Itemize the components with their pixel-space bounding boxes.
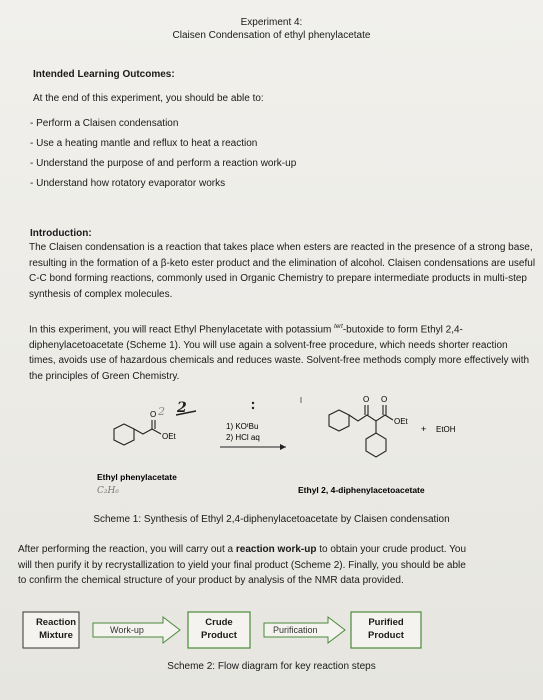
product-carbonyl-o-2: O: [381, 395, 388, 404]
introduction-paragraph-2: [29, 320, 537, 384]
reactant-oet-label: OEt: [162, 432, 176, 441]
product-carbonyl-o-1: O: [363, 395, 370, 404]
purified-label-line-2: Product: [368, 630, 404, 641]
product-oet-label: OEt: [394, 417, 408, 426]
workup-paragraph: [18, 542, 543, 589]
document-title: [0, 16, 543, 42]
workup-line-3: to confirm the chemical structure of your product by analysis of the NMR data provided.: [18, 575, 404, 586]
outcome-item: - Perform a Claisen condensation: [30, 118, 179, 129]
reaction-label-line-2: Mixture: [39, 630, 73, 641]
experiment-number: Experiment 4:: [240, 17, 303, 28]
reagent-step-1: 1) KOᵗBu: [226, 422, 259, 431]
workup-line-1: [18, 542, 543, 558]
outcome-item: - Understand how rotatory evaporator works: [30, 178, 226, 189]
crude-label-line-2: Product: [201, 630, 237, 641]
reagent-step-2: 2) HCl aq: [226, 433, 260, 442]
scheme-2-caption: Scheme 2: Flow diagram for key reaction steps: [167, 661, 376, 672]
workup-pre: After performing the reaction, you will carry out a: [18, 544, 236, 555]
workup-bold: reaction work-up: [235, 544, 317, 555]
tert-superscript: tert: [334, 324, 343, 330]
outcomes-list: [30, 117, 296, 197]
byproduct-etoh: EtOH: [436, 425, 456, 434]
reaction-label-line-1: Reaction: [35, 617, 77, 628]
outcomes-intro: At the end of this experiment, you should be able to:: [33, 93, 264, 104]
reaction-arrowhead: [280, 444, 286, 450]
outcomes-heading: Intended Learning Outcomes:: [33, 69, 175, 80]
plus-sign: +: [421, 424, 427, 434]
handwritten-coefficient: 2: [158, 405, 165, 418]
handwritten-dot: [252, 402, 254, 404]
reactant-structure: [114, 420, 161, 445]
crude-product-label: [195, 616, 243, 642]
arrow-workup-label: Work-up: [110, 625, 144, 635]
workup-line-2: will then purify it by recrystallization to yield your final product (Scheme 2). Finally, you should be able: [18, 559, 466, 571]
outcome-item: - Use a heating mantle and reflux to heat a reaction: [30, 138, 258, 149]
flow-diagram-shapes: [18, 608, 543, 656]
scheme-1-caption: Scheme 1: Synthesis of Ethyl 2,4-diphenylacetoacetate by Claisen condensation: [93, 514, 450, 525]
handwritten-dot: [252, 407, 254, 409]
reaction-mixture-label: [30, 616, 82, 642]
introduction-paragraph-1: The Claisen condensation is a reaction that takes place when esters are reacted in the presence of a strong base, resulting in the formation of a β-keto ester product and the elimination of alcohol. Claisen condensations are useful C-C bond forming reactions, commonly used in Organic Chemistry to prepare intermediate products in multi-step synthesis of complex molecules.: [29, 242, 536, 300]
crude-label-line-1: Crude: [205, 617, 233, 628]
para2-pre: In this experiment, you will react Ethyl Phenylacetate with potassium: [29, 324, 335, 336]
reactant-name: Ethyl phenylacetate: [97, 472, 177, 482]
workup-line1-post: to obtain your crude product. You: [316, 544, 467, 555]
product-name: Ethyl 2, 4-diphenylacetoacetate: [298, 485, 425, 495]
arrow-purification-label: Purification: [273, 625, 318, 635]
product-structure: [329, 405, 393, 457]
purified-label-line-1: Purified: [368, 617, 404, 628]
outcome-item: - Understand the purpose of and perform a reaction work-up: [30, 158, 297, 169]
para2-post: -butoxide to form Ethyl 2,4-diphenylacetoacetate (Scheme 1). You will use again a solvent-free procedure, which needs shorter reaction times, avoids use of hazardous chemicals and reduces waste. Solvent-free methods comply more effectively with the principles of Green Chemistry.: [29, 324, 530, 382]
flow-diagram: [18, 608, 543, 656]
reaction-scheme-1: [0, 395, 543, 505]
handwritten-coefficient-bold: 2: [177, 400, 187, 416]
introduction-heading: Introduction:: [30, 228, 92, 239]
handwritten-formula: C₂H₆: [97, 486, 119, 496]
reactant-carbonyl-o: O: [150, 410, 157, 419]
purified-product-label: [357, 616, 415, 642]
experiment-title: Claisen Condensation of ethyl phenylacetate: [172, 30, 371, 41]
